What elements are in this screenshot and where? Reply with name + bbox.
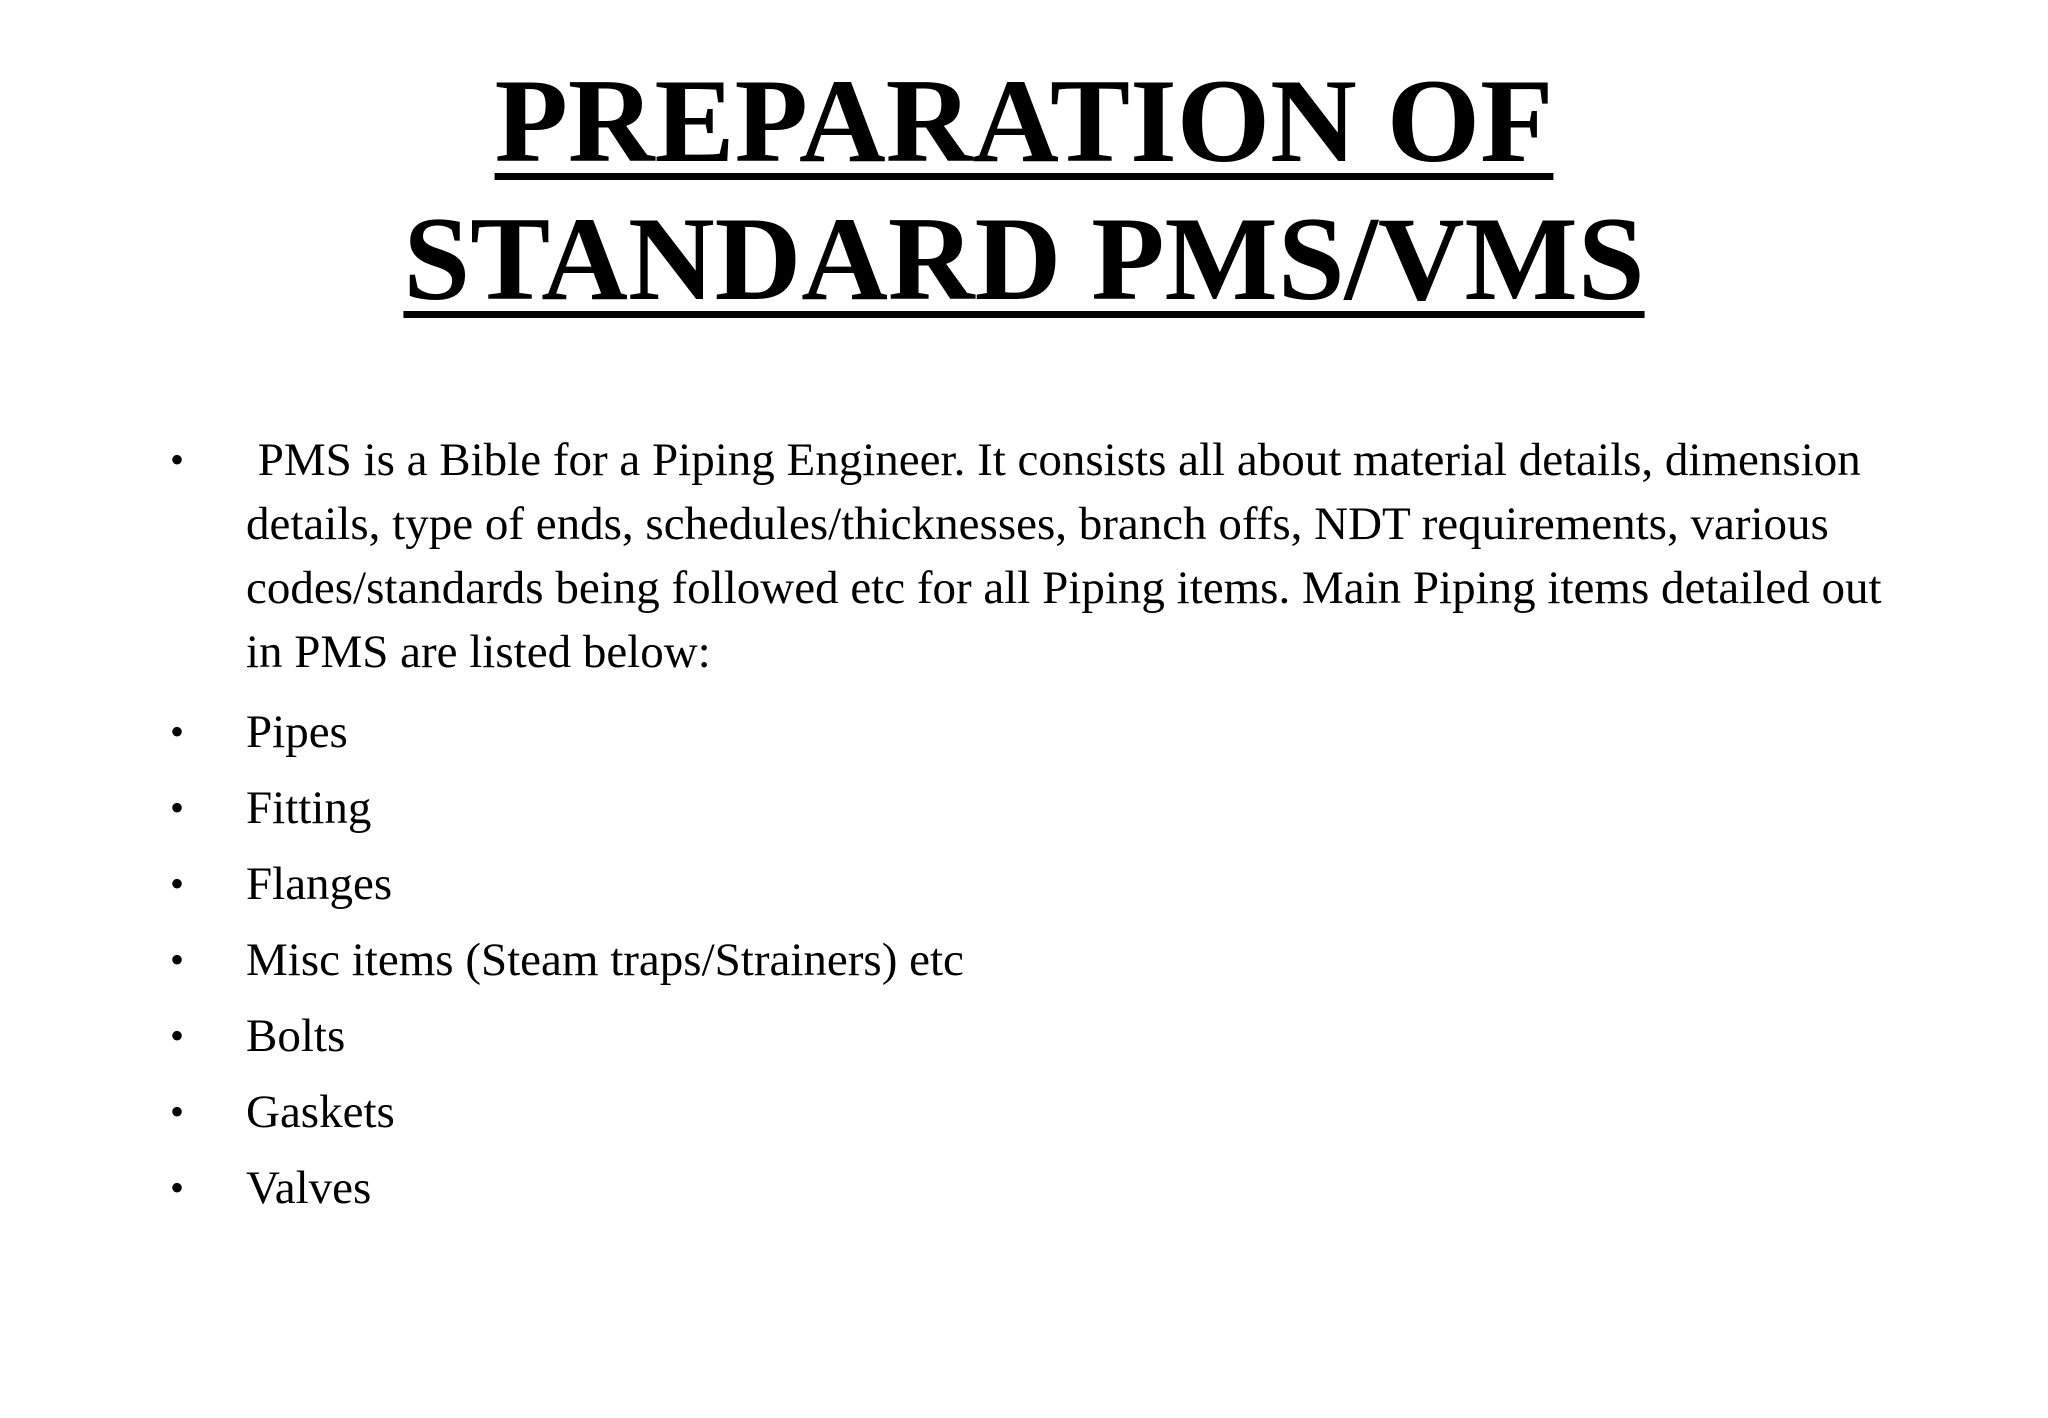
bullet-item-bolts <box>170 1004 1910 1068</box>
bullet-text: Pipes <box>246 706 348 758</box>
bullet-item-misc <box>170 928 1910 992</box>
bullet-item-valves <box>170 1156 1910 1220</box>
bullet-icon: • <box>170 937 185 982</box>
title-line-2: STANDARD PMS/VMS <box>403 192 1645 325</box>
bullet-icon: • <box>170 437 185 482</box>
bullet-text: Bolts <box>246 1010 346 1062</box>
bullet-icon: • <box>170 861 185 906</box>
bullet-text: Valves <box>246 1162 372 1214</box>
bullet-item-fitting <box>170 776 1910 840</box>
bullet-icon: • <box>170 709 185 754</box>
bullet-icon: • <box>170 1013 185 1058</box>
bullet-text: Gaskets <box>246 1086 395 1138</box>
bullet-text: Misc items (Steam traps/Strainers) etc <box>246 934 964 986</box>
bullet-item-intro <box>170 428 1910 684</box>
bullet-text: PMS is a Bible for a Piping Engineer. It consists all about material details, dimension details, type of ends, schedules/thicknesses, branch offs, NDT requirements, various codes/standards being followed etc for all Piping items. Main Piping items detailed out in PMS are listed below: <box>246 434 1894 678</box>
bullet-icon: • <box>170 1089 185 1134</box>
bullet-icon: • <box>170 1165 185 1210</box>
slide-title <box>0 52 2048 328</box>
bullet-text: Fitting <box>246 782 372 834</box>
bullet-list <box>170 428 1910 1232</box>
bullet-item-flanges <box>170 852 1910 916</box>
bullet-text: Flanges <box>246 858 393 910</box>
title-line-1: PREPARATION OF <box>494 54 1554 187</box>
bullet-icon: • <box>170 785 185 830</box>
bullet-item-gaskets <box>170 1080 1910 1144</box>
bullet-item-pipes <box>170 700 1910 764</box>
